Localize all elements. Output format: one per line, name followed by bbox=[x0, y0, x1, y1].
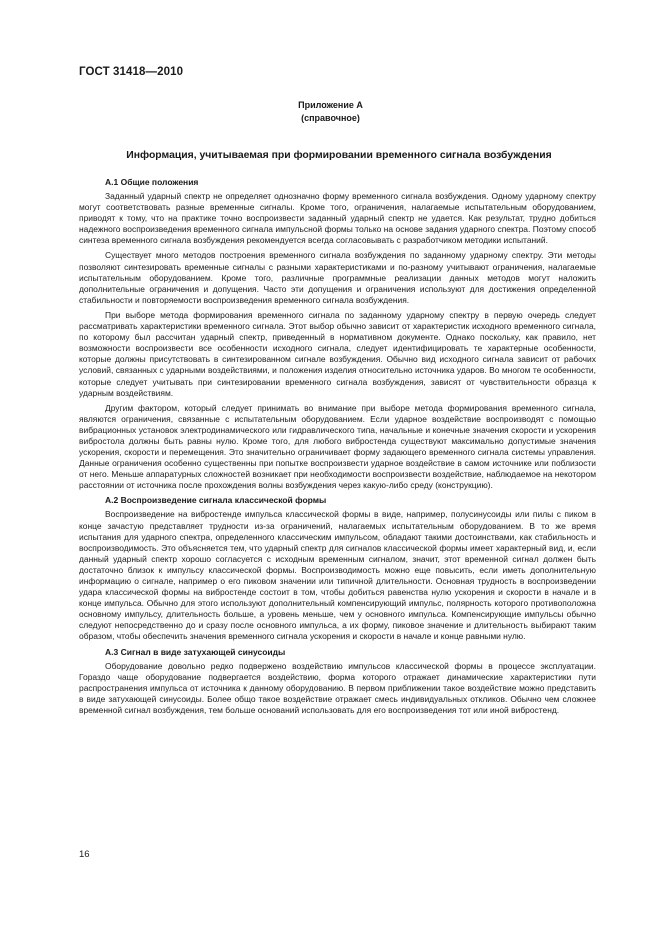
section-heading: А.3 Сигнал в виде затухающей синусоиды bbox=[105, 646, 286, 657]
paragraph: Воспроизведение на вибростенде импульса классической формы в виде, например, полусинусоиды или пилы с пиком в конце зачастую представляет трудности из-за ограничений, налагаемых испытательным оборудованием. В то же время испытания для ударного спектра, определенного классическим импульсом, обладают такими достоинствами, как стабильность и воспроизводимость. Это объясняется тем, что ударный спектр для сигналов классической формы имеет характерный вид, и, если данный ударный спектр хорошо согласуется с исходным временным сигналом, значит, этот временной сигнал должен быть достаточно близок к импульсу классической формы. Воспроизводимость можно еще повысить, если иметь дополнительную информацию о сигнале, например о его пиковом значении или типичной длительности. Основная трудность в воспроизведении удара классической формы на вибростенде состоит в том, чтобы добиться равенства нулю ускорения и скорости в начале и в конце импульса. Обычно для этого используют дополнительный компенсирующий импульс, полярность которого противоположна основному импульсу, длительность больше, а уровень меньше, чем у основного импульса. Компенсирующие импульсы обычно следуют непосредственно до и сразу после основного импульса, а их форму, пиковое значение и длительность выбирают таким образом, чтобы обеспечить значения временного сигнала ускорения и скорости в начале и конце равными нулю. bbox=[79, 509, 596, 642]
paragraph: При выборе метода формирования временного сигнала по заданному ударному спектру в первую очередь следует рассматривать характеристики временного сигнала. Этот выбор обычно зависит от характеристик исходного временного сигнала, по которому был рассчитан ударный спектр, приведенный в нормативном документе. Однако поскольку, как правило, нет возможности воспроизвести все особенности исходного сигнала, следует идентифицировать те характерные особенности, которые должны присутствовать в синтезированном сигнале возбуждения. Обычно вид исходного сигнала зависит от рабочих условий, связанных с ударными воздействиями, и положения изделия относительно источника ударов. Во многом те особенности, которые следует учитывать при синтезировании временного сигнала возбуждения, зависят от чувствительности образца к ударным воздействиям. bbox=[79, 309, 596, 398]
standard-header: ГОСТ 31418—2010 bbox=[79, 66, 184, 78]
paragraph: Другим фактором, который следует принимать во внимание при выборе метода формирования временного сигнала, являются ограничения, связанные с испытательным оборудованием. Если ударное воздействие воспроизводят с помощью вибрационных установок электродинамического или гидравлического типа, начальные и конечные значения скорости и ускорения вибростола должны быть равны нулю. Кроме того, для любого вибростенда существуют максимально допустимые значения ускорения, скорости и перемещения. Это значительно ограничивает форму задающего временного сигнала системы управления. Данные ограничения особенно существенны при попытке воспроизвести ударное воздействие в самом источнике или поблизости от него. Меньше аппаратурных сложностей возникает при необходимости воспроизвести воздействие, наблюдаемое на некотором расстоянии от источника после прохождения волны возбуждения через какую-либо среду (конструкцию). bbox=[79, 402, 597, 491]
page-number: 16 bbox=[79, 849, 90, 860]
paragraph: Оборудование довольно редко подвержено воздействию импульсов классической формы в процессе эксплуатации. Гораздо чаще оборудование подвергается воздействию, форма которого отражает динамические характеристики пути распространения импульса от источника к данному оборудованию. В первом приближении такое воздействие можно представить в виде затухающей синусоиды. Более общо такое воздействие отражает смесь индивидуальных откликов. Обычно чем сложнее временной сигнал возбуждения, тем больше оснований использовать для его воспроизведения тот или иной вибростенд. bbox=[79, 660, 596, 715]
paragraph: Заданный ударный спектр не определяет однозначно форму временного сигнала возбуждения. Одному ударному спектру могут соответствовать разные временные сигналы. Кроме того, ограничения, налагаемые испытательным оборудованием, приводят к тому, что на практике точно воспроизвести заданный ударный спектр не удается. Как результат, трудно добиться надежного воспроизведения временного сигнала импульсной формы только на основе задания ударного спектра. Поэтому способ синтеза временного сигнала возбуждения рекомендуется всегда согласовывать с разработчиком методики испытаний. bbox=[79, 191, 596, 246]
section-heading: А.2 Воспроизведение сигнала классической формы bbox=[105, 495, 327, 506]
paragraph: Существует много методов построения временного сигнала возбуждения по заданному ударному спектру. Эти методы позволяют синтезировать временные сигналы с разными характеристиками и по-разному учитывают ограничения, налагаемые испытательным оборудованием. Кроме того, различные программные реализации данных методов могут наложить дополнительные ограничения и допущения. Часто эти допущения и ограничения используют для достижения определенной стабильности и повторяемости воспроизведения временного сигнала возбуждения. bbox=[79, 250, 596, 305]
section-heading: А.1 Общие положения bbox=[105, 177, 199, 187]
annex-note: (справочное) bbox=[301, 113, 360, 123]
annex-title: Приложение А bbox=[298, 100, 363, 110]
page-title: Информация, учитываемая при формировании временного сигнала возбуждения bbox=[126, 150, 552, 161]
annex-block bbox=[0, 99, 661, 125]
document-body bbox=[79, 177, 596, 716]
